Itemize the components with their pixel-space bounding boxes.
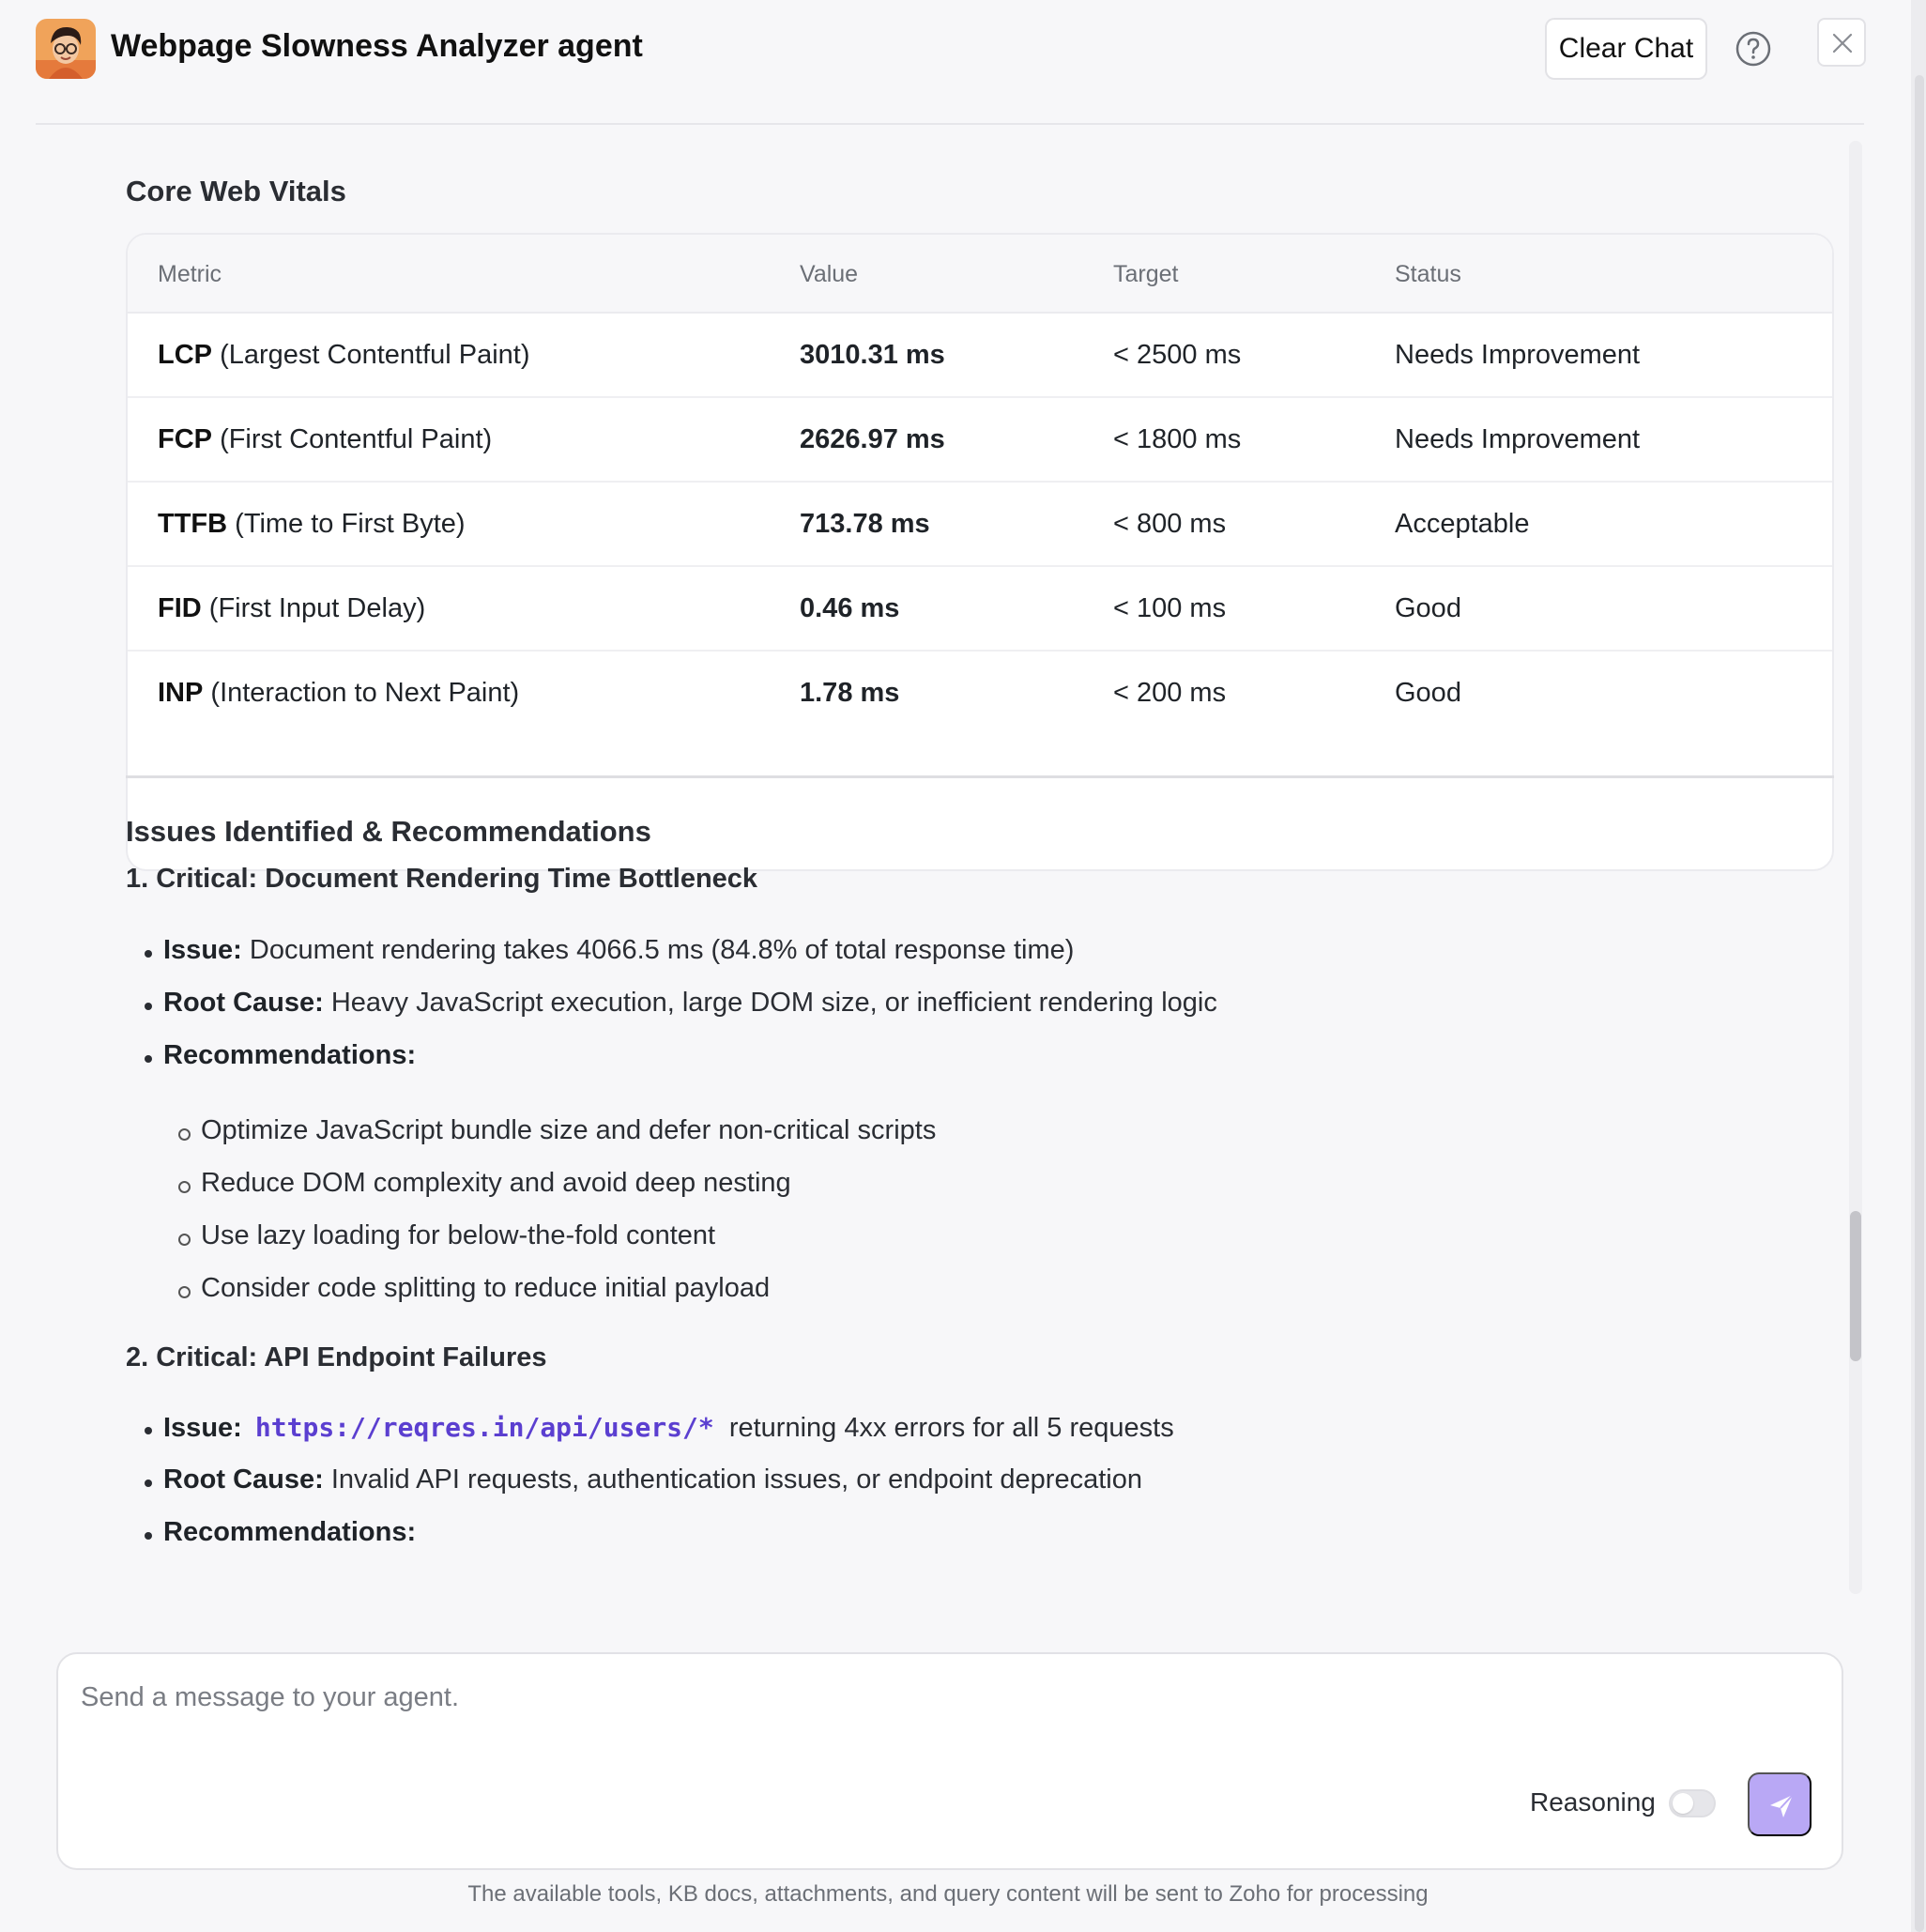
metric-name: (Largest Contentful Paint) xyxy=(220,340,530,370)
list-item xyxy=(163,988,1217,1019)
list-item xyxy=(163,1517,416,1548)
value-cell: 2626.97 ms xyxy=(800,424,945,454)
close-button[interactable] xyxy=(1817,18,1866,67)
api-endpoint-code: https://reqres.in/api/users/* xyxy=(254,1412,714,1443)
issue-text: returning 4xx errors for all 5 requests xyxy=(728,1413,1174,1443)
table-row xyxy=(128,652,1832,736)
metric-name: (First Contentful Paint) xyxy=(220,424,493,454)
value-cell: 3010.31 ms xyxy=(800,340,945,370)
metric-abbr: FID xyxy=(158,593,202,623)
metric-abbr: INP xyxy=(158,678,204,708)
toggle-knob xyxy=(1673,1793,1693,1814)
target-cell: < 1800 ms xyxy=(1113,424,1242,454)
recommendations-label: Recommendations: xyxy=(163,1040,417,1070)
status-cell: Needs Improvement xyxy=(1395,340,1641,370)
recommendation-item: Consider code splitting to reduce initial payload xyxy=(201,1273,771,1303)
chat-message-area xyxy=(126,131,1834,1596)
list-item xyxy=(163,1040,416,1071)
table-row xyxy=(128,314,1832,398)
message-input[interactable] xyxy=(81,1671,1489,1724)
target-cell: < 200 ms xyxy=(1113,678,1227,708)
agent-avatar xyxy=(36,19,96,79)
column-header-value: Value xyxy=(800,261,859,287)
table-row xyxy=(128,398,1832,483)
metric-cell xyxy=(158,567,425,650)
status-cell: Good xyxy=(1395,593,1461,623)
root-cause-text: Heavy JavaScript execution, large DOM size, or inefficient rendering logic xyxy=(330,988,1217,1018)
metric-abbr: FCP xyxy=(158,424,212,454)
section-divider xyxy=(126,775,1834,778)
column-header-status: Status xyxy=(1395,261,1461,287)
vitals-heading: Core Web Vitals xyxy=(126,175,346,207)
privacy-footnote: The available tools, KB docs, attachments, and query content will be sent to Zoho for processing xyxy=(467,1881,1429,1907)
metric-name: (First Input Delay) xyxy=(208,593,426,623)
list-item xyxy=(163,935,1074,966)
column-header-target: Target xyxy=(1113,261,1179,287)
status-cell: Good xyxy=(1395,678,1461,708)
metric-abbr: TTFB xyxy=(158,509,228,539)
issue-1-title: 1. Critical: Document Rendering Time Bottleneck xyxy=(126,864,758,894)
recommendation-item: Use lazy loading for below-the-fold content xyxy=(201,1220,716,1250)
root-cause-text: Invalid API requests, authentication issues, or endpoint deprecation xyxy=(330,1464,1142,1495)
outer-scrollbar-thumb[interactable] xyxy=(1915,75,1924,1932)
recommendations-label: Recommendations: xyxy=(163,1517,417,1547)
root-cause-label: Root Cause: xyxy=(163,1464,324,1495)
recommendation-item: Reduce DOM complexity and avoid deep nesting xyxy=(201,1168,791,1198)
metric-cell xyxy=(158,398,492,481)
table-header xyxy=(128,235,1832,314)
content-scrollbar-track[interactable] xyxy=(1849,141,1862,1594)
table-row xyxy=(128,567,1832,652)
issue-2-title: 2. Critical: API Endpoint Failures xyxy=(126,1342,547,1372)
avatar-illustration-icon xyxy=(36,19,96,79)
metric-name: (Interaction to Next Paint) xyxy=(210,678,520,708)
issue-label: Issue: xyxy=(163,1413,242,1443)
header xyxy=(36,0,1864,125)
list-item xyxy=(163,1412,1174,1444)
target-cell: < 100 ms xyxy=(1113,593,1227,623)
value-cell: 0.46 ms xyxy=(800,593,900,623)
value-cell: 1.78 ms xyxy=(800,678,900,708)
issue-text: Document rendering takes 4066.5 ms (84.8% of total response time) xyxy=(249,935,1075,965)
value-cell: 713.78 ms xyxy=(800,509,930,539)
send-icon xyxy=(1766,1791,1796,1821)
recommendation-item: Optimize JavaScript bundle size and defer non-critical scripts xyxy=(201,1115,937,1145)
content-scrollbar-thumb[interactable] xyxy=(1850,1211,1861,1361)
reasoning-toggle[interactable] xyxy=(1669,1789,1716,1817)
status-cell: Acceptable xyxy=(1395,509,1530,539)
table-row xyxy=(128,483,1832,567)
metric-cell xyxy=(158,314,530,396)
status-cell: Needs Improvement xyxy=(1395,424,1641,454)
root-cause-label: Root Cause: xyxy=(163,988,324,1018)
target-cell: < 2500 ms xyxy=(1113,340,1242,370)
message-composer xyxy=(56,1652,1843,1870)
close-icon xyxy=(1831,32,1854,54)
issues-heading: Issues Identified & Recommendations xyxy=(126,815,651,848)
target-cell: < 800 ms xyxy=(1113,509,1227,539)
send-button[interactable] xyxy=(1748,1772,1811,1836)
metric-name: (Time to First Byte) xyxy=(235,509,466,539)
metric-cell xyxy=(158,652,519,734)
agent-title: Webpage Slowness Analyzer agent xyxy=(111,28,643,64)
list-item xyxy=(163,1464,1142,1495)
column-header-metric: Metric xyxy=(158,261,222,287)
metric-abbr: LCP xyxy=(158,340,212,370)
reasoning-label: Reasoning xyxy=(1530,1787,1656,1817)
clear-chat-button[interactable]: Clear Chat xyxy=(1545,18,1707,80)
metric-cell xyxy=(158,483,466,565)
issue-label: Issue: xyxy=(163,935,242,965)
help-circle-icon[interactable] xyxy=(1735,30,1772,68)
